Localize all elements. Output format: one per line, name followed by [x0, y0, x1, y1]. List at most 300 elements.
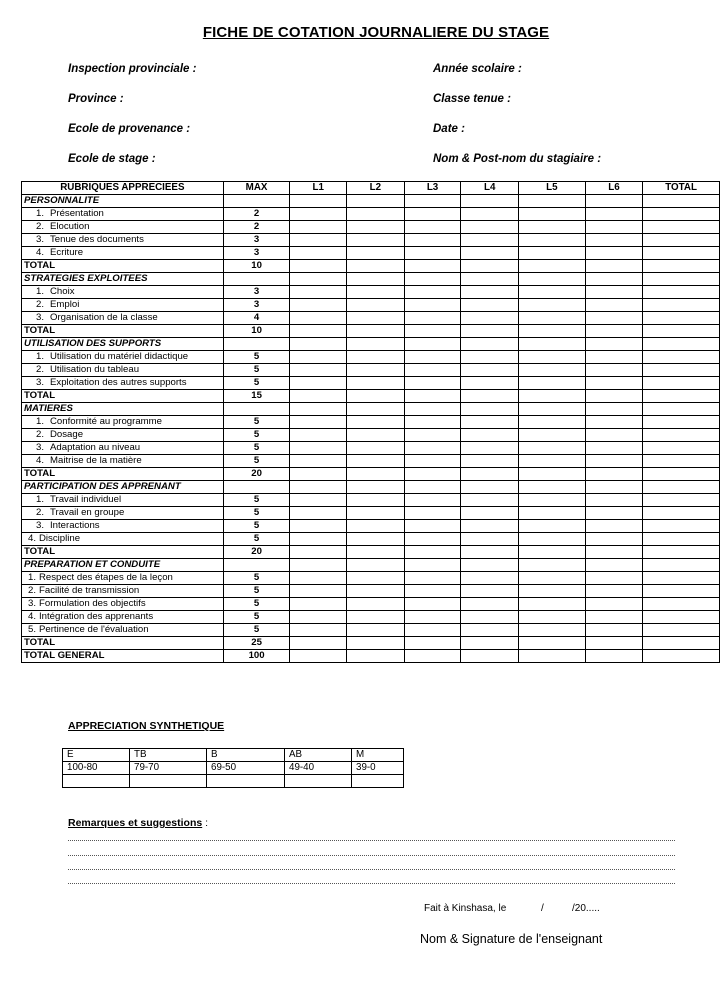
score-cell[interactable]: [347, 312, 405, 325]
score-cell[interactable]: [347, 351, 405, 364]
total-cell[interactable]: [643, 338, 720, 351]
score-cell[interactable]: [461, 637, 519, 650]
score-cell[interactable]: [290, 442, 347, 455]
score-cell[interactable]: [461, 260, 519, 273]
score-cell[interactable]: [585, 481, 643, 494]
total-cell[interactable]: [643, 377, 720, 390]
grade-entry-cell[interactable]: [63, 775, 130, 788]
score-cell[interactable]: [347, 247, 405, 260]
score-cell[interactable]: [585, 572, 643, 585]
score-cell[interactable]: [347, 195, 405, 208]
score-cell[interactable]: [461, 416, 519, 429]
score-cell[interactable]: [461, 442, 519, 455]
total-row: [22, 390, 720, 403]
total-cell[interactable]: [643, 507, 720, 520]
total-cell[interactable]: [643, 416, 720, 429]
score-cell[interactable]: [404, 416, 461, 429]
score-cell[interactable]: [519, 221, 586, 234]
score-cell[interactable]: [404, 442, 461, 455]
section-label: PARTICIPATION DES APPRENANT: [22, 481, 224, 494]
score-cell[interactable]: [290, 455, 347, 468]
total-cell[interactable]: [643, 364, 720, 377]
score-cell[interactable]: [585, 286, 643, 299]
score-cell[interactable]: [404, 286, 461, 299]
score-cell[interactable]: [290, 598, 347, 611]
total-cell[interactable]: [643, 351, 720, 364]
score-cell[interactable]: [461, 390, 519, 403]
score-cell[interactable]: [585, 468, 643, 481]
score-cell[interactable]: [404, 598, 461, 611]
score-cell[interactable]: [404, 273, 461, 286]
score-cell[interactable]: [519, 351, 586, 364]
score-cell[interactable]: [585, 507, 643, 520]
item-number: 2.: [35, 364, 44, 375]
score-cell[interactable]: [290, 403, 347, 416]
score-cell[interactable]: [519, 598, 586, 611]
score-cell[interactable]: [404, 637, 461, 650]
score-cell[interactable]: [290, 364, 347, 377]
total-cell[interactable]: [643, 312, 720, 325]
table-row: [22, 247, 720, 260]
score-cell[interactable]: [519, 546, 586, 559]
total-cell[interactable]: [643, 221, 720, 234]
score-cell[interactable]: [461, 650, 519, 663]
total-cell[interactable]: [643, 234, 720, 247]
score-cell[interactable]: [347, 585, 405, 598]
score-cell[interactable]: [519, 234, 586, 247]
score-cell[interactable]: [404, 247, 461, 260]
score-cell[interactable]: [290, 234, 347, 247]
score-cell[interactable]: [519, 377, 586, 390]
total-row: [22, 325, 720, 338]
rubrique-cell: [22, 364, 224, 377]
score-cell[interactable]: [461, 598, 519, 611]
remarks-colon: :: [202, 817, 209, 829]
score-cell[interactable]: [461, 624, 519, 637]
score-cell[interactable]: [585, 442, 643, 455]
score-cell[interactable]: [585, 377, 643, 390]
score-cell[interactable]: [519, 572, 586, 585]
score-cell[interactable]: [404, 390, 461, 403]
total-cell[interactable]: [643, 247, 720, 260]
table-row: [22, 442, 720, 455]
score-cell[interactable]: [347, 598, 405, 611]
score-cell[interactable]: [585, 247, 643, 260]
score-cell[interactable]: [290, 572, 347, 585]
score-cell[interactable]: [347, 494, 405, 507]
max-cell: 10: [223, 325, 290, 338]
total-cell[interactable]: [643, 611, 720, 624]
score-cell[interactable]: [585, 611, 643, 624]
column-header: L4: [461, 182, 519, 195]
score-cell[interactable]: [585, 585, 643, 598]
score-cell[interactable]: [404, 507, 461, 520]
score-cell[interactable]: [519, 611, 586, 624]
score-cell[interactable]: [347, 286, 405, 299]
total-label: TOTAL: [22, 325, 224, 338]
score-cell[interactable]: [585, 416, 643, 429]
score-cell[interactable]: [290, 494, 347, 507]
score-cell[interactable]: [290, 416, 347, 429]
score-cell[interactable]: [347, 364, 405, 377]
score-cell[interactable]: [585, 559, 643, 572]
total-cell[interactable]: [643, 429, 720, 442]
score-cell[interactable]: [519, 273, 586, 286]
score-cell[interactable]: [461, 533, 519, 546]
score-cell[interactable]: [461, 429, 519, 442]
total-cell[interactable]: [643, 546, 720, 559]
total-cell[interactable]: [643, 286, 720, 299]
score-cell[interactable]: [585, 403, 643, 416]
score-cell[interactable]: [519, 338, 586, 351]
score-cell[interactable]: [347, 624, 405, 637]
score-cell[interactable]: [585, 351, 643, 364]
total-cell[interactable]: [643, 468, 720, 481]
score-cell[interactable]: [347, 221, 405, 234]
score-cell[interactable]: [461, 286, 519, 299]
score-cell[interactable]: [519, 312, 586, 325]
score-cell[interactable]: [585, 455, 643, 468]
item-number: 3.: [35, 442, 44, 453]
score-cell[interactable]: [404, 312, 461, 325]
total-cell[interactable]: [643, 481, 720, 494]
score-cell[interactable]: [519, 403, 586, 416]
score-cell[interactable]: [290, 507, 347, 520]
score-cell[interactable]: [290, 429, 347, 442]
score-cell[interactable]: [461, 338, 519, 351]
score-cell[interactable]: [347, 429, 405, 442]
score-cell[interactable]: [404, 650, 461, 663]
score-cell[interactable]: [290, 273, 347, 286]
remarks-line[interactable]: [68, 840, 675, 841]
score-cell[interactable]: [290, 624, 347, 637]
score-cell[interactable]: [290, 325, 347, 338]
score-cell[interactable]: [347, 416, 405, 429]
total-cell[interactable]: [643, 273, 720, 286]
score-cell[interactable]: [290, 546, 347, 559]
score-cell[interactable]: [461, 234, 519, 247]
score-cell[interactable]: [519, 364, 586, 377]
score-cell[interactable]: [519, 533, 586, 546]
total-cell[interactable]: [643, 260, 720, 273]
score-cell[interactable]: [404, 208, 461, 221]
score-cell[interactable]: [585, 546, 643, 559]
score-cell[interactable]: [461, 468, 519, 481]
item-number: 1.: [35, 286, 44, 297]
score-cell[interactable]: [290, 312, 347, 325]
score-cell[interactable]: [404, 494, 461, 507]
total-cell[interactable]: [643, 572, 720, 585]
score-cell[interactable]: [404, 377, 461, 390]
table-row: [22, 611, 720, 624]
score-cell[interactable]: [404, 260, 461, 273]
grade-entry-cell[interactable]: [130, 775, 207, 788]
item-label: Tenue des documents: [50, 234, 144, 245]
item-label: Conformité au programme: [50, 416, 162, 427]
score-cell[interactable]: [347, 468, 405, 481]
score-cell[interactable]: [519, 468, 586, 481]
score-cell[interactable]: [290, 481, 347, 494]
remarks-line[interactable]: [68, 883, 675, 884]
score-cell[interactable]: [290, 195, 347, 208]
score-cell[interactable]: [519, 325, 586, 338]
score-cell[interactable]: [585, 338, 643, 351]
grade-entry-cell[interactable]: [207, 775, 285, 788]
score-cell[interactable]: [290, 585, 347, 598]
total-cell[interactable]: [643, 403, 720, 416]
score-cell[interactable]: [404, 624, 461, 637]
item-number: 1.: [35, 208, 44, 219]
rubrique-cell: [22, 455, 224, 468]
table-row: [22, 494, 720, 507]
score-cell[interactable]: [290, 377, 347, 390]
score-cell[interactable]: [461, 221, 519, 234]
score-cell[interactable]: [585, 533, 643, 546]
score-cell[interactable]: [461, 299, 519, 312]
total-cell[interactable]: [643, 455, 720, 468]
score-cell[interactable]: [585, 221, 643, 234]
score-cell[interactable]: [404, 234, 461, 247]
score-cell[interactable]: [461, 455, 519, 468]
score-cell[interactable]: [347, 650, 405, 663]
grade-entry-cell[interactable]: [352, 775, 404, 788]
total-cell[interactable]: [643, 208, 720, 221]
score-cell[interactable]: [519, 208, 586, 221]
score-cell[interactable]: [347, 481, 405, 494]
total-label: TOTAL: [22, 546, 224, 559]
score-cell[interactable]: [461, 494, 519, 507]
score-cell[interactable]: [585, 650, 643, 663]
score-cell[interactable]: [290, 221, 347, 234]
score-cell[interactable]: [461, 559, 519, 572]
score-cell[interactable]: [404, 546, 461, 559]
score-cell[interactable]: [290, 260, 347, 273]
score-cell[interactable]: [347, 520, 405, 533]
score-cell[interactable]: [290, 637, 347, 650]
score-cell[interactable]: [585, 637, 643, 650]
total-cell[interactable]: [643, 390, 720, 403]
score-cell[interactable]: [519, 507, 586, 520]
score-cell[interactable]: [347, 637, 405, 650]
total-cell[interactable]: [643, 325, 720, 338]
score-cell[interactable]: [461, 351, 519, 364]
score-cell[interactable]: [585, 325, 643, 338]
score-cell[interactable]: [347, 559, 405, 572]
score-cell[interactable]: [519, 416, 586, 429]
score-cell[interactable]: [519, 247, 586, 260]
score-cell[interactable]: [519, 494, 586, 507]
score-cell[interactable]: [585, 364, 643, 377]
score-cell[interactable]: [404, 338, 461, 351]
score-cell[interactable]: [461, 273, 519, 286]
score-cell[interactable]: [461, 520, 519, 533]
rubrique-cell: [22, 208, 224, 221]
score-cell[interactable]: [404, 403, 461, 416]
score-cell[interactable]: [585, 520, 643, 533]
item-number: 2.: [35, 299, 44, 310]
score-cell[interactable]: [290, 286, 347, 299]
score-cell[interactable]: [585, 195, 643, 208]
score-cell[interactable]: [347, 299, 405, 312]
score-cell[interactable]: [585, 390, 643, 403]
score-cell[interactable]: [461, 403, 519, 416]
score-cell[interactable]: [519, 429, 586, 442]
score-cell[interactable]: [290, 650, 347, 663]
score-cell[interactable]: [290, 338, 347, 351]
score-cell[interactable]: [404, 572, 461, 585]
score-cell[interactable]: [461, 572, 519, 585]
score-cell[interactable]: [347, 611, 405, 624]
score-cell[interactable]: [461, 208, 519, 221]
score-cell[interactable]: [585, 494, 643, 507]
score-cell[interactable]: [347, 572, 405, 585]
score-cell[interactable]: [461, 481, 519, 494]
score-cell[interactable]: [347, 260, 405, 273]
score-cell[interactable]: [404, 299, 461, 312]
column-header: L2: [347, 182, 405, 195]
total-cell[interactable]: [643, 637, 720, 650]
score-cell[interactable]: [347, 533, 405, 546]
max-cell: 100: [223, 650, 290, 663]
score-cell[interactable]: [404, 351, 461, 364]
score-cell[interactable]: [461, 312, 519, 325]
score-cell[interactable]: [290, 533, 347, 546]
score-cell[interactable]: [347, 507, 405, 520]
score-cell[interactable]: [519, 195, 586, 208]
score-cell[interactable]: [347, 325, 405, 338]
score-cell[interactable]: [585, 234, 643, 247]
score-cell[interactable]: [519, 559, 586, 572]
score-cell[interactable]: [290, 520, 347, 533]
remarks-line[interactable]: [68, 855, 675, 856]
grade-entry-cell[interactable]: [285, 775, 352, 788]
score-cell[interactable]: [404, 481, 461, 494]
total-cell[interactable]: [643, 559, 720, 572]
score-cell[interactable]: [404, 468, 461, 481]
item-label: Ecriture: [50, 247, 84, 258]
score-cell[interactable]: [347, 338, 405, 351]
score-cell[interactable]: [585, 299, 643, 312]
total-cell[interactable]: [643, 585, 720, 598]
score-cell[interactable]: [404, 559, 461, 572]
max-cell: 10: [223, 260, 290, 273]
score-cell[interactable]: [347, 273, 405, 286]
score-cell[interactable]: [290, 390, 347, 403]
total-cell[interactable]: [643, 650, 720, 663]
score-cell[interactable]: [519, 585, 586, 598]
score-cell[interactable]: [347, 546, 405, 559]
total-cell[interactable]: [643, 299, 720, 312]
table-row: [22, 416, 720, 429]
score-cell[interactable]: [404, 520, 461, 533]
score-cell[interactable]: [585, 429, 643, 442]
total-cell[interactable]: [643, 494, 720, 507]
score-cell[interactable]: [461, 195, 519, 208]
score-cell[interactable]: [347, 403, 405, 416]
score-cell[interactable]: [404, 221, 461, 234]
score-cell[interactable]: [585, 598, 643, 611]
score-cell[interactable]: [585, 260, 643, 273]
score-cell[interactable]: [519, 299, 586, 312]
score-cell[interactable]: [519, 286, 586, 299]
score-cell[interactable]: [585, 273, 643, 286]
total-cell[interactable]: [643, 442, 720, 455]
score-cell[interactable]: [347, 390, 405, 403]
date-slash: /: [541, 903, 544, 914]
score-cell[interactable]: [290, 247, 347, 260]
score-cell[interactable]: [461, 377, 519, 390]
score-cell[interactable]: [290, 299, 347, 312]
score-cell[interactable]: [404, 611, 461, 624]
item-number: 4.: [27, 533, 36, 544]
score-cell[interactable]: [290, 468, 347, 481]
score-cell[interactable]: [404, 325, 461, 338]
score-cell[interactable]: [585, 312, 643, 325]
score-cell[interactable]: [519, 520, 586, 533]
score-cell[interactable]: [519, 390, 586, 403]
total-cell[interactable]: [643, 520, 720, 533]
score-cell[interactable]: [519, 260, 586, 273]
total-cell[interactable]: [643, 195, 720, 208]
score-cell[interactable]: [290, 208, 347, 221]
score-cell[interactable]: [347, 442, 405, 455]
rubrique-cell: [22, 312, 224, 325]
score-cell[interactable]: [461, 507, 519, 520]
max-cell: 25: [223, 637, 290, 650]
score-cell[interactable]: [347, 455, 405, 468]
score-cell[interactable]: [347, 208, 405, 221]
score-cell[interactable]: [290, 611, 347, 624]
score-cell[interactable]: [404, 455, 461, 468]
score-cell[interactable]: [519, 624, 586, 637]
score-cell[interactable]: [347, 234, 405, 247]
score-cell[interactable]: [404, 585, 461, 598]
score-cell[interactable]: [461, 364, 519, 377]
score-cell[interactable]: [519, 455, 586, 468]
column-header: L1: [290, 182, 347, 195]
rubrique-cell: [22, 377, 224, 390]
score-cell[interactable]: [461, 611, 519, 624]
score-cell[interactable]: [519, 637, 586, 650]
score-cell[interactable]: [519, 650, 586, 663]
score-cell[interactable]: [461, 585, 519, 598]
item-label: Utilisation du matériel didactique: [50, 351, 189, 362]
score-cell[interactable]: [404, 364, 461, 377]
score-cell[interactable]: [519, 442, 586, 455]
score-cell[interactable]: [290, 559, 347, 572]
score-cell[interactable]: [461, 325, 519, 338]
score-cell[interactable]: [585, 624, 643, 637]
score-cell[interactable]: [461, 247, 519, 260]
max-cell: 5: [223, 429, 290, 442]
score-cell[interactable]: [404, 533, 461, 546]
total-cell[interactable]: [643, 533, 720, 546]
rubrique-cell: [22, 247, 224, 260]
max-cell: 5: [223, 494, 290, 507]
table-row: [22, 598, 720, 611]
total-cell[interactable]: [643, 598, 720, 611]
score-cell[interactable]: [519, 481, 586, 494]
score-cell[interactable]: [290, 351, 347, 364]
item-label: Organisation de la classe: [50, 312, 158, 323]
score-cell[interactable]: [404, 429, 461, 442]
score-cell[interactable]: [585, 208, 643, 221]
score-cell[interactable]: [461, 546, 519, 559]
score-cell[interactable]: [347, 377, 405, 390]
score-cell[interactable]: [404, 195, 461, 208]
total-cell[interactable]: [643, 624, 720, 637]
remarks-line[interactable]: [68, 869, 675, 870]
